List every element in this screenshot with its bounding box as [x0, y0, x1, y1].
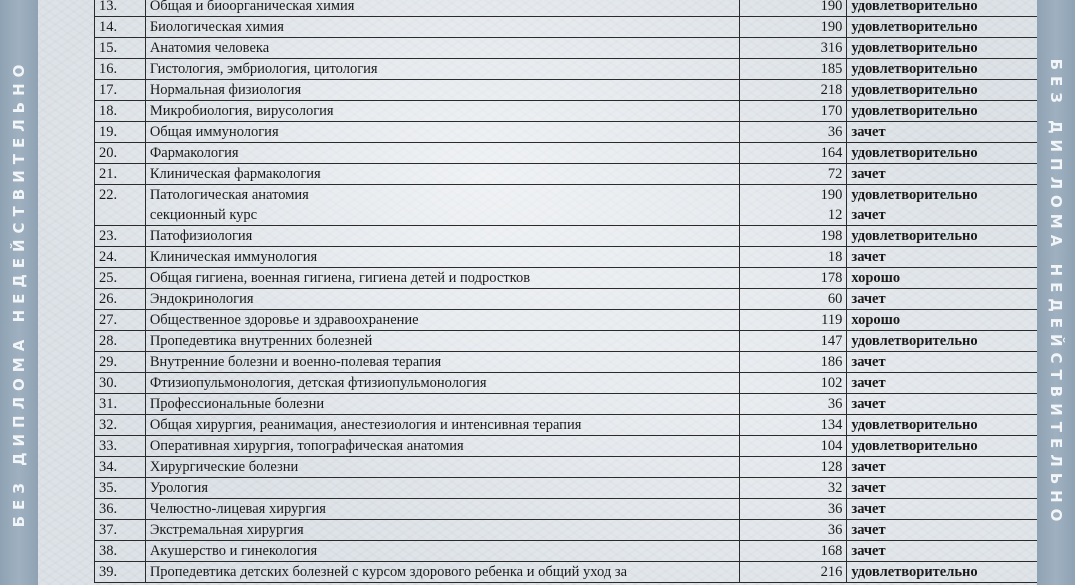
table-row — [95, 373, 1044, 394]
subject-name: Клиническая фармакология — [149, 166, 321, 182]
hours-value-cell — [739, 415, 846, 436]
left-strip-text: БЕЗ ДИПЛОМА НЕДЕЙСТВИТЕЛЬНО — [10, 58, 28, 527]
subject-name: Акушерство и гинекология — [149, 543, 318, 559]
table-row — [95, 562, 1044, 583]
table-row — [95, 59, 1044, 80]
subject-name-cell — [145, 520, 739, 541]
grade-value: удовлетворительно — [851, 145, 978, 161]
subject-name-cell — [145, 38, 739, 59]
hours-value: 36 — [827, 522, 843, 538]
subject-name: Клиническая иммунология — [149, 249, 318, 265]
grade-value: зачет — [851, 459, 886, 475]
grade-value-cell — [847, 226, 1044, 247]
grade-value-cell — [847, 373, 1044, 394]
grades-table — [94, 0, 1044, 583]
hours-value-cell — [739, 373, 846, 394]
hours-value-cell — [739, 499, 846, 520]
hours-value: 147 — [820, 333, 843, 349]
subject-name: Фармакология — [149, 145, 239, 161]
subject-name: Челюстно-лицевая хирургия — [149, 501, 326, 517]
grade-value-cell — [847, 101, 1044, 122]
row-number: 16. — [95, 59, 146, 80]
hours-value-cell — [739, 80, 846, 101]
hours-value-cell — [739, 164, 846, 185]
hours-value-cell — [739, 268, 846, 289]
hours-value-cell — [739, 143, 846, 164]
subject-name: Биологическая химия — [149, 19, 284, 35]
table-row — [95, 520, 1044, 541]
grade-value-cell — [847, 541, 1044, 562]
subject-name-cell — [145, 436, 739, 457]
grade-value-cell — [847, 331, 1044, 352]
row-number: 27. — [95, 310, 146, 331]
grade-value: зачет — [851, 124, 886, 140]
row-number: 30. — [95, 373, 146, 394]
row-number: 19. — [95, 122, 146, 143]
row-number: 35. — [95, 478, 146, 499]
row-number: 39. — [95, 562, 146, 583]
hours-value: 198 — [820, 228, 843, 244]
hours-value-cell — [739, 185, 846, 226]
row-number: 20. — [95, 143, 146, 164]
hours-value: 190 — [820, 19, 843, 35]
grade-value-cell — [847, 436, 1044, 457]
table-row — [95, 122, 1044, 143]
hours-value-cell — [739, 562, 846, 583]
subject-name: Хирургические болезни — [149, 459, 299, 475]
hours-value-cell — [739, 394, 846, 415]
row-number: 13. — [95, 0, 146, 17]
grade-value: удовлетворительно — [851, 333, 978, 349]
table-row — [95, 352, 1044, 373]
hours-value-cell — [739, 436, 846, 457]
grade-value: зачет — [851, 543, 886, 559]
grade-value: удовлетворительно — [851, 228, 978, 244]
row-number: 15. — [95, 38, 146, 59]
subject-name-cell — [145, 289, 739, 310]
subject-name-cell — [145, 478, 739, 499]
grade-value-cell — [847, 143, 1044, 164]
table-row — [95, 38, 1044, 59]
grade-value: хорошо — [851, 312, 901, 328]
subject-name: Гистология, эмбриология, цитология — [149, 61, 378, 77]
hours-value: 72 — [827, 166, 843, 182]
left-security-strip — [0, 0, 38, 585]
subject-name-cell — [145, 457, 739, 478]
grade-value-cell — [847, 352, 1044, 373]
grade-value-cell — [847, 562, 1044, 583]
table-row — [95, 80, 1044, 101]
hours-value: 190 — [820, 0, 843, 14]
grade-value-cell — [847, 415, 1044, 436]
hours-value-cell — [739, 247, 846, 268]
table-row — [95, 310, 1044, 331]
subject-name: Общая гигиена, военная гигиена, гигиена детей и подростков — [149, 270, 531, 286]
grade-value-cell — [847, 289, 1044, 310]
row-number: 23. — [95, 226, 146, 247]
hours-value-cell — [739, 38, 846, 59]
table-row — [95, 499, 1044, 520]
grade-value: зачет — [851, 207, 886, 223]
row-number: 29. — [95, 352, 146, 373]
grade-value: удовлетворительно — [851, 417, 978, 433]
grade-value-cell — [847, 310, 1044, 331]
row-number: 32. — [95, 415, 146, 436]
hours-value: 190 — [820, 187, 843, 203]
subject-name-cell — [145, 122, 739, 143]
subject-name: Общая хирургия, реанимация, анестезиология и интенсивная терапия — [149, 417, 582, 433]
table-row — [95, 247, 1044, 268]
subject-name: Патофизиология — [149, 228, 253, 244]
subject-name: Экстремальная хирургия — [149, 522, 304, 538]
grade-value: зачет — [851, 354, 886, 370]
row-number: 18. — [95, 101, 146, 122]
subject-name: Пропедевтика детских болезней с курсом здорового ребенка и общий уход за — [149, 564, 628, 580]
subject-name-cell — [145, 268, 739, 289]
grade-value-cell — [847, 520, 1044, 541]
subject-name: Оперативная хирургия, топографическая анатомия — [149, 438, 464, 454]
row-number: 36. — [95, 499, 146, 520]
subject-name-cell — [145, 143, 739, 164]
hours-value-cell — [739, 352, 846, 373]
hours-value-cell — [739, 122, 846, 143]
grade-value: удовлетворительно — [851, 61, 978, 77]
grade-value-cell — [847, 164, 1044, 185]
grade-value-cell — [847, 247, 1044, 268]
hours-value: 218 — [820, 82, 843, 98]
subject-name-cell — [145, 164, 739, 185]
grade-value: удовлетворительно — [851, 0, 978, 14]
table-row — [95, 394, 1044, 415]
row-number: 33. — [95, 436, 146, 457]
hours-value: 119 — [821, 312, 843, 328]
grade-value-cell — [847, 268, 1044, 289]
grade-value-cell — [847, 457, 1044, 478]
hours-value: 316 — [820, 40, 843, 56]
subject-name: Урология — [149, 480, 208, 496]
subject-name: Эндокринология — [149, 291, 254, 307]
hours-value-cell — [739, 226, 846, 247]
table-row — [95, 226, 1044, 247]
table-row — [95, 289, 1044, 310]
hours-value: 185 — [820, 61, 843, 77]
hours-value: 178 — [820, 270, 843, 286]
subject-name-cell — [145, 226, 739, 247]
grade-value: зачет — [851, 291, 886, 307]
hours-value: 216 — [820, 564, 843, 580]
hours-value: 18 — [827, 249, 843, 265]
table-row — [95, 143, 1044, 164]
hours-value-cell — [739, 541, 846, 562]
right-security-strip — [1037, 0, 1075, 585]
hours-value: 36 — [827, 124, 843, 140]
table-row — [95, 478, 1044, 499]
subject-name: Общая иммунология — [149, 124, 279, 140]
hours-value: 164 — [820, 145, 843, 161]
grade-value: зачет — [851, 480, 886, 496]
subject-name: Анатомия человека — [149, 40, 270, 56]
table-row — [95, 457, 1044, 478]
hours-value-cell — [739, 478, 846, 499]
table-row — [95, 541, 1044, 562]
row-number: 24. — [95, 247, 146, 268]
grade-value: удовлетворительно — [851, 19, 978, 35]
grade-value: удовлетворительно — [851, 40, 978, 56]
hours-value: 170 — [820, 103, 843, 119]
hours-value: 12 — [827, 207, 843, 223]
hours-value-cell — [739, 520, 846, 541]
hours-value: 102 — [820, 375, 843, 391]
grade-value: зачет — [851, 522, 886, 538]
grade-value: зачет — [851, 501, 886, 517]
grade-value-cell — [847, 38, 1044, 59]
subject-name-cell — [145, 247, 739, 268]
table-row — [95, 164, 1044, 185]
grade-value: зачет — [851, 396, 886, 412]
row-number: 25. — [95, 268, 146, 289]
row-number: 22. — [95, 185, 146, 226]
subject-name: Внутренние болезни и военно-полевая терапия — [149, 354, 442, 370]
hours-value-cell — [739, 289, 846, 310]
subject-name-cell — [145, 352, 739, 373]
grade-value: зачет — [851, 249, 886, 265]
subject-name-cell — [145, 0, 739, 17]
subject-name-cell — [145, 80, 739, 101]
subject-name: секционный курс — [149, 207, 258, 223]
subject-name-cell — [145, 59, 739, 80]
subject-name: Нормальная физиология — [149, 82, 302, 98]
subject-name-cell — [145, 17, 739, 38]
hours-value: 128 — [820, 459, 843, 475]
row-number: 28. — [95, 331, 146, 352]
table-row — [95, 101, 1044, 122]
hours-value-cell — [739, 59, 846, 80]
row-number: 17. — [95, 80, 146, 101]
table-row — [95, 17, 1044, 38]
row-number: 14. — [95, 17, 146, 38]
hours-value: 60 — [827, 291, 843, 307]
row-number: 31. — [95, 394, 146, 415]
hours-value-cell — [739, 310, 846, 331]
grade-value: удовлетворительно — [851, 187, 978, 203]
table-row — [95, 331, 1044, 352]
grades-table-body — [95, 0, 1044, 583]
row-number: 21. — [95, 164, 146, 185]
row-number: 37. — [95, 520, 146, 541]
row-number: 34. — [95, 457, 146, 478]
grade-value: удовлетворительно — [851, 103, 978, 119]
subject-name-cell — [145, 373, 739, 394]
hours-value: 168 — [820, 543, 843, 559]
table-row — [95, 0, 1044, 17]
grade-value-cell — [847, 17, 1044, 38]
subject-name: Микробиология, вирусология — [149, 103, 334, 119]
hours-value: 36 — [827, 396, 843, 412]
subject-name-cell — [145, 415, 739, 436]
row-number: 38. — [95, 541, 146, 562]
grade-value: удовлетворительно — [851, 438, 978, 454]
table-row — [95, 268, 1044, 289]
subject-name-cell — [145, 101, 739, 122]
hours-value-cell — [739, 331, 846, 352]
hours-value-cell — [739, 101, 846, 122]
grade-value: удовлетворительно — [851, 82, 978, 98]
grade-value-cell — [847, 185, 1044, 226]
grade-value: хорошо — [851, 270, 901, 286]
subject-name: Фтизиопульмонология, детская фтизиопульмонология — [149, 375, 487, 391]
grade-value: зачет — [851, 375, 886, 391]
row-number: 26. — [95, 289, 146, 310]
subject-name: Патологическая анатомия — [149, 187, 309, 203]
grade-value-cell — [847, 478, 1044, 499]
table-row — [95, 436, 1044, 457]
hours-value: 36 — [827, 501, 843, 517]
subject-name-cell — [145, 331, 739, 352]
subject-name: Общая и биоорганическая химия — [149, 0, 355, 14]
grade-value-cell — [847, 0, 1044, 17]
subject-name: Профессиональные болезни — [149, 396, 325, 412]
subject-name: Пропедевтика внутренних болезней — [149, 333, 373, 349]
hours-value: 104 — [820, 438, 843, 454]
subject-name-cell — [145, 562, 739, 583]
subject-name-cell — [145, 185, 739, 226]
subject-name-cell — [145, 499, 739, 520]
table-row — [95, 415, 1044, 436]
hours-value: 134 — [820, 417, 843, 433]
hours-value-cell — [739, 17, 846, 38]
subject-name: Общественное здоровье и здравоохранение — [149, 312, 419, 328]
grade-value-cell — [847, 59, 1044, 80]
subject-name-cell — [145, 541, 739, 562]
grade-value-cell — [847, 499, 1044, 520]
hours-value-cell — [739, 457, 846, 478]
grade-value-cell — [847, 80, 1044, 101]
grade-value-cell — [847, 122, 1044, 143]
hours-value: 186 — [820, 354, 843, 370]
subject-name-cell — [145, 310, 739, 331]
grade-value: удовлетворительно — [851, 564, 978, 580]
hours-value-cell — [739, 0, 846, 17]
right-strip-text: БЕЗ ДИПЛОМА НЕДЕЙСТВИТЕЛЬНО — [1047, 58, 1065, 527]
table-row — [95, 185, 1044, 226]
subject-name-cell — [145, 394, 739, 415]
hours-value: 32 — [827, 480, 843, 496]
grade-value: зачет — [851, 166, 886, 182]
grade-value-cell — [847, 394, 1044, 415]
